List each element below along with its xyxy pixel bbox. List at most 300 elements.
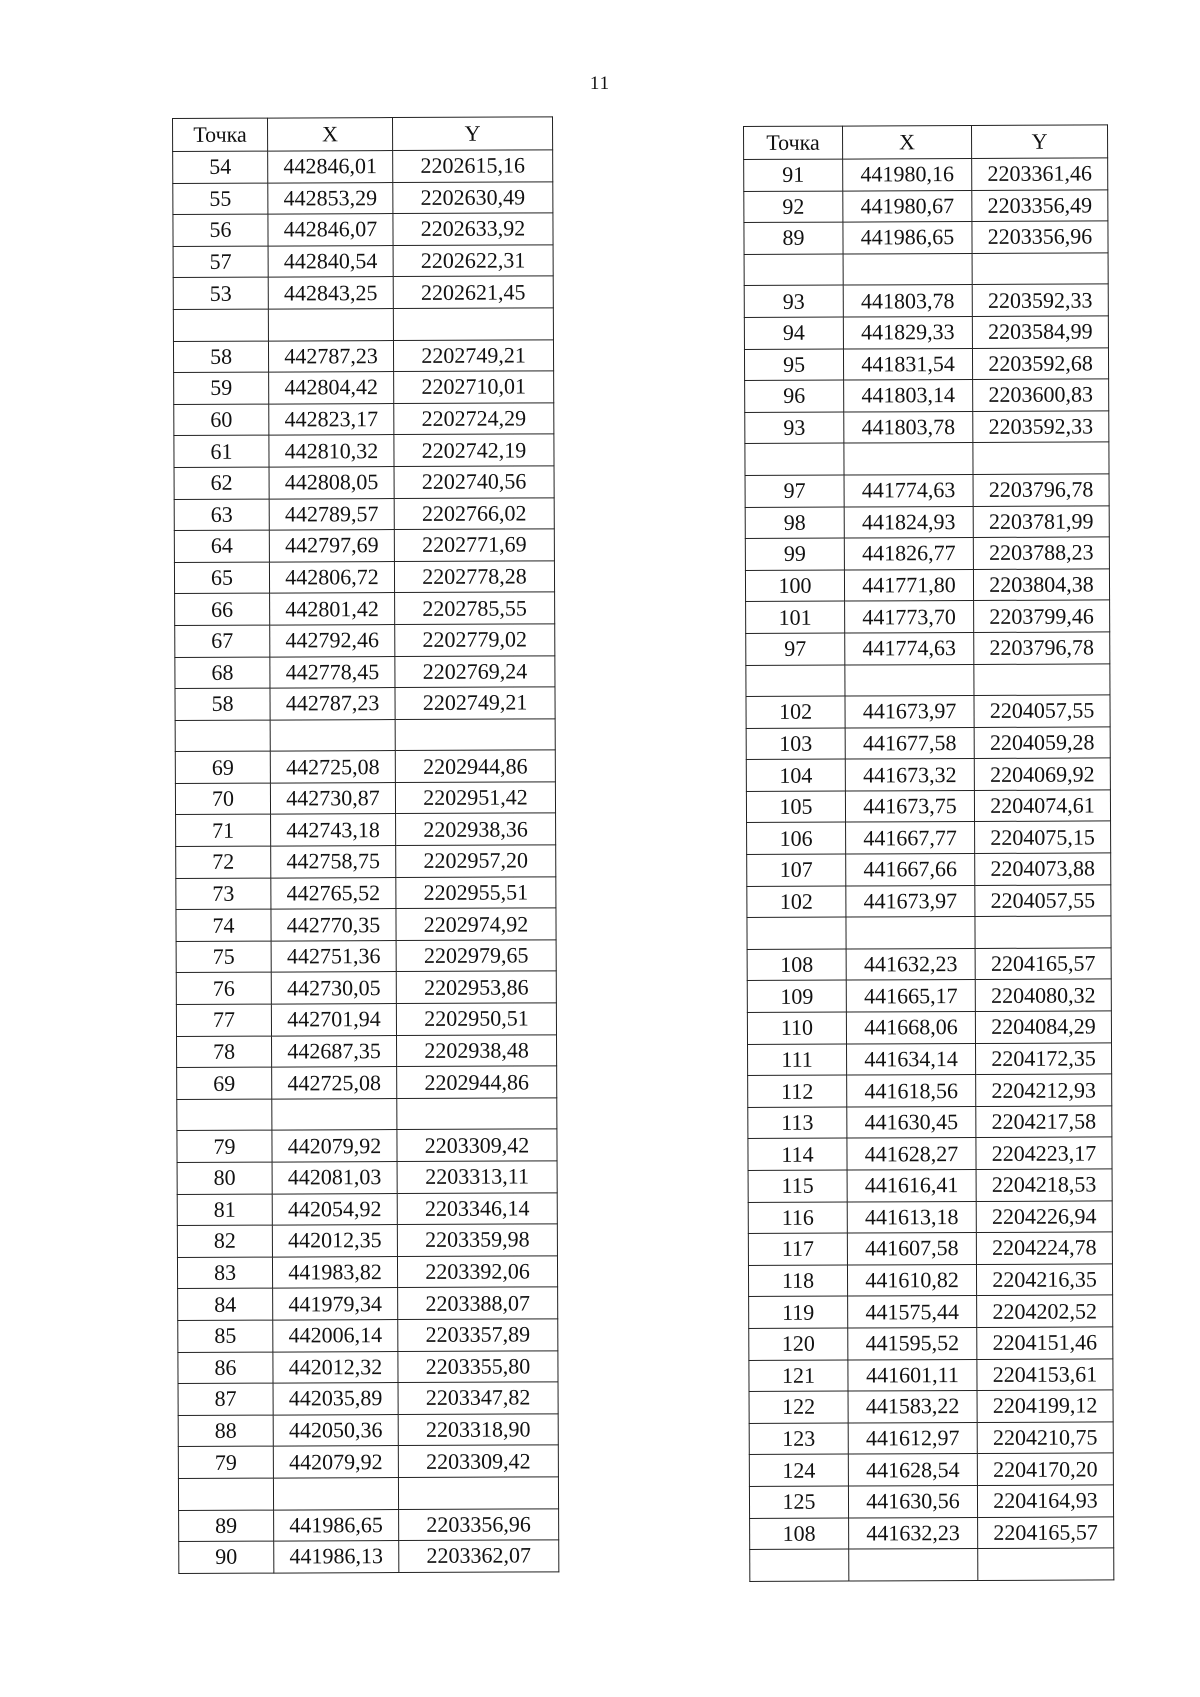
point-cell: 112 xyxy=(748,1075,847,1107)
table-row xyxy=(175,782,555,815)
x-coordinate-cell: 442012,32 xyxy=(273,1351,398,1383)
y-coordinate-cell: 2203584,99 xyxy=(972,316,1108,348)
y-coordinate-cell: 2204075,15 xyxy=(975,821,1111,853)
header-x: X xyxy=(843,126,972,160)
point-cell: 115 xyxy=(748,1170,847,1202)
point-cell: 93 xyxy=(744,285,843,317)
table-row xyxy=(175,719,555,752)
table-row xyxy=(174,497,554,530)
y-coordinate-cell: 2202951,42 xyxy=(395,782,555,814)
y-coordinate-cell: 2203388,07 xyxy=(398,1287,558,1319)
x-coordinate-cell: 441632,23 xyxy=(849,1517,978,1549)
y-coordinate-cell: 2203309,42 xyxy=(398,1445,558,1477)
table-row xyxy=(176,813,556,846)
table-row xyxy=(745,537,1109,570)
y-coordinate-cell: 2203361,46 xyxy=(972,158,1108,190)
point-cell: 102 xyxy=(746,696,845,728)
point-cell: 118 xyxy=(748,1265,847,1297)
point-cell: 107 xyxy=(747,854,846,886)
point-cell xyxy=(750,1549,849,1581)
y-coordinate-cell: 2202622,31 xyxy=(393,245,553,277)
point-cell: 79 xyxy=(178,1446,273,1478)
x-coordinate-cell: 441803,78 xyxy=(843,285,972,317)
y-coordinate-cell: 2203592,33 xyxy=(972,284,1108,316)
y-coordinate-cell: 2202955,51 xyxy=(396,876,556,908)
point-cell: 58 xyxy=(175,688,270,720)
x-coordinate-cell: 441673,75 xyxy=(845,790,974,822)
y-coordinate-cell: 2202771,69 xyxy=(394,529,554,561)
x-coordinate-cell: 442701,94 xyxy=(271,1004,396,1036)
y-coordinate-cell xyxy=(974,663,1110,695)
table-row xyxy=(747,948,1111,981)
x-coordinate-cell: 441824,93 xyxy=(844,506,973,538)
y-coordinate-cell xyxy=(972,253,1108,285)
point-cell: 96 xyxy=(745,380,844,412)
point-cell: 69 xyxy=(177,1067,272,1099)
table-row xyxy=(744,284,1108,317)
point-cell: 74 xyxy=(176,909,271,941)
point-cell: 108 xyxy=(750,1518,849,1550)
x-coordinate-cell: 442840,54 xyxy=(268,245,393,277)
point-cell: 79 xyxy=(177,1130,272,1162)
y-coordinate-cell: 2204202,52 xyxy=(977,1295,1113,1327)
x-coordinate-cell: 441601,11 xyxy=(848,1359,977,1391)
x-coordinate-cell xyxy=(849,1549,978,1581)
header-point: Точка xyxy=(173,118,268,151)
y-coordinate-cell: 2203781,99 xyxy=(973,505,1109,537)
point-cell: 98 xyxy=(745,507,844,539)
table-row xyxy=(747,979,1111,1012)
point-cell: 60 xyxy=(174,404,269,436)
table-row xyxy=(748,1169,1112,1202)
point-cell: 78 xyxy=(177,1036,272,1068)
point-cell: 103 xyxy=(746,728,845,760)
x-coordinate-cell: 441673,32 xyxy=(845,759,974,791)
table-row xyxy=(744,221,1108,254)
table-row xyxy=(176,845,556,878)
point-cell xyxy=(175,720,270,752)
point-cell: 110 xyxy=(747,1012,846,1044)
y-coordinate-cell: 2203356,96 xyxy=(399,1508,559,1540)
y-coordinate-cell: 2202953,86 xyxy=(396,971,556,1003)
point-cell: 75 xyxy=(176,941,271,973)
table-row xyxy=(749,1358,1113,1391)
table-row xyxy=(748,1074,1112,1107)
table-row xyxy=(175,750,555,783)
point-cell: 121 xyxy=(749,1360,848,1392)
y-coordinate-cell: 2203592,33 xyxy=(973,411,1109,443)
table-row xyxy=(746,600,1110,633)
y-coordinate-cell: 2204210,75 xyxy=(977,1422,1113,1454)
point-cell: 57 xyxy=(173,246,268,278)
table-row xyxy=(745,442,1109,475)
point-cell: 91 xyxy=(744,159,843,191)
point-cell xyxy=(747,917,846,949)
y-coordinate-cell: 2203592,68 xyxy=(972,347,1108,379)
point-cell: 61 xyxy=(174,435,269,467)
y-coordinate-cell: 2202621,45 xyxy=(393,276,553,308)
x-coordinate-cell: 442787,23 xyxy=(268,340,393,372)
y-coordinate-cell: 2204057,55 xyxy=(975,885,1111,917)
x-coordinate-cell: 441632,23 xyxy=(846,948,975,980)
x-coordinate-cell: 441771,80 xyxy=(844,569,973,601)
y-coordinate-cell: 2204224,78 xyxy=(976,1232,1112,1264)
y-coordinate-cell: 2202710,01 xyxy=(394,371,554,403)
point-cell: 89 xyxy=(179,1510,274,1542)
x-coordinate-cell: 442751,36 xyxy=(271,940,396,972)
x-coordinate-cell: 441612,97 xyxy=(848,1422,977,1454)
y-coordinate-cell: 2202938,36 xyxy=(396,813,556,845)
x-coordinate-cell: 442846,07 xyxy=(268,214,393,246)
y-coordinate-cell: 2203796,78 xyxy=(974,632,1110,664)
table-row xyxy=(174,561,554,594)
y-coordinate-cell: 2202778,28 xyxy=(394,561,554,593)
table-row xyxy=(176,940,556,973)
y-coordinate-cell xyxy=(395,719,555,751)
point-cell: 59 xyxy=(174,372,269,404)
header-x: X xyxy=(268,118,393,152)
y-coordinate-cell xyxy=(973,442,1109,474)
x-coordinate-cell: 441618,56 xyxy=(847,1075,976,1107)
y-coordinate-cell: 2202950,51 xyxy=(396,1003,556,1035)
point-cell: 105 xyxy=(746,791,845,823)
point-cell: 63 xyxy=(174,499,269,531)
x-coordinate-cell: 442725,08 xyxy=(270,751,395,783)
table-row xyxy=(178,1287,558,1320)
table-row xyxy=(750,1548,1114,1581)
x-coordinate-cell: 441583,22 xyxy=(848,1391,977,1423)
point-cell: 119 xyxy=(749,1296,848,1328)
x-coordinate-cell: 441983,82 xyxy=(272,1256,397,1288)
table-row xyxy=(749,1453,1113,1486)
y-coordinate-cell: 2204074,61 xyxy=(974,790,1110,822)
y-coordinate-cell xyxy=(975,916,1111,948)
y-coordinate-cell: 2204170,20 xyxy=(977,1453,1113,1485)
x-coordinate-cell: 442823,17 xyxy=(269,403,394,435)
x-coordinate-cell: 442792,46 xyxy=(270,624,395,656)
point-cell: 125 xyxy=(749,1486,848,1518)
y-coordinate-cell: 2203799,46 xyxy=(974,600,1110,632)
y-coordinate-cell: 2203309,42 xyxy=(397,1129,557,1161)
point-cell: 69 xyxy=(175,751,270,783)
x-coordinate-cell: 442787,23 xyxy=(270,688,395,720)
point-cell: 62 xyxy=(174,467,269,499)
table-row xyxy=(176,876,556,909)
point-cell: 108 xyxy=(747,949,846,981)
table-row xyxy=(746,632,1110,665)
table-row xyxy=(175,655,555,688)
point-cell: 109 xyxy=(747,980,846,1012)
y-coordinate-cell: 2203788,23 xyxy=(973,537,1109,569)
table-row xyxy=(173,339,553,372)
y-coordinate-cell: 2204218,53 xyxy=(976,1169,1112,1201)
table-row xyxy=(177,1034,557,1067)
table-row xyxy=(177,1129,557,1162)
y-coordinate-cell: 2203318,90 xyxy=(398,1414,558,1446)
x-coordinate-cell: 442079,92 xyxy=(273,1446,398,1478)
y-coordinate-cell: 2202944,86 xyxy=(395,750,555,782)
table-row xyxy=(178,1477,558,1510)
point-cell xyxy=(744,254,843,286)
table-row xyxy=(177,1161,557,1194)
y-coordinate-cell: 2204216,35 xyxy=(976,1264,1112,1296)
table-row xyxy=(179,1540,559,1573)
x-coordinate-cell: 442804,42 xyxy=(269,372,394,404)
point-cell: 73 xyxy=(176,878,271,910)
point-cell: 114 xyxy=(748,1138,847,1170)
table-row xyxy=(747,916,1111,949)
y-coordinate-cell: 2203362,07 xyxy=(399,1540,559,1572)
table-row xyxy=(746,790,1110,823)
header-y: Y xyxy=(393,117,553,151)
point-cell: 72 xyxy=(176,846,271,878)
x-coordinate-cell: 442853,29 xyxy=(268,182,393,214)
point-cell: 67 xyxy=(175,625,270,657)
table-row xyxy=(175,624,555,657)
table-row xyxy=(178,1319,558,1352)
point-cell: 99 xyxy=(745,538,844,570)
table-row xyxy=(745,505,1109,538)
point-cell: 58 xyxy=(173,341,268,373)
point-cell: 55 xyxy=(173,183,268,215)
x-coordinate-cell xyxy=(268,309,393,341)
point-cell: 64 xyxy=(174,530,269,562)
table-row xyxy=(745,569,1109,602)
x-coordinate-cell: 441803,14 xyxy=(844,380,973,412)
y-coordinate-cell: 2204212,93 xyxy=(976,1074,1112,1106)
point-cell: 92 xyxy=(744,191,843,223)
x-coordinate-cell: 442079,92 xyxy=(272,1130,397,1162)
x-coordinate-cell xyxy=(272,1098,397,1130)
point-cell: 68 xyxy=(175,657,270,689)
y-coordinate-cell: 2204223,17 xyxy=(976,1137,1112,1169)
y-coordinate-cell: 2203355,80 xyxy=(398,1350,558,1382)
x-coordinate-cell: 442006,14 xyxy=(273,1319,398,1351)
y-coordinate-cell: 2202633,92 xyxy=(393,213,553,245)
point-cell xyxy=(178,1478,273,1510)
table-row xyxy=(747,821,1111,854)
x-coordinate-cell: 442801,42 xyxy=(270,593,395,625)
point-cell: 122 xyxy=(749,1391,848,1423)
y-coordinate-cell: 2203804,38 xyxy=(973,569,1109,601)
y-coordinate-cell: 2202957,20 xyxy=(396,845,556,877)
point-cell xyxy=(177,1099,272,1131)
table-header-row xyxy=(744,125,1108,160)
table-row xyxy=(746,727,1110,760)
x-coordinate-cell: 441774,63 xyxy=(845,632,974,664)
x-coordinate-cell: 442050,36 xyxy=(273,1414,398,1446)
point-cell: 111 xyxy=(748,1044,847,1076)
x-coordinate-cell: 441667,77 xyxy=(846,822,975,854)
x-coordinate-cell: 442687,35 xyxy=(272,1035,397,1067)
y-coordinate-cell: 2202742,19 xyxy=(394,434,554,466)
y-coordinate-cell xyxy=(397,1098,557,1130)
y-coordinate-cell: 2202749,21 xyxy=(393,339,553,371)
x-coordinate-cell xyxy=(843,253,972,285)
x-coordinate-cell: 442789,57 xyxy=(269,498,394,530)
table-row xyxy=(744,158,1108,191)
point-cell: 85 xyxy=(178,1320,273,1352)
table-row xyxy=(174,466,554,499)
point-cell: 123 xyxy=(749,1423,848,1455)
point-cell: 113 xyxy=(748,1107,847,1139)
point-cell: 56 xyxy=(173,214,268,246)
y-coordinate-cell: 2204084,29 xyxy=(975,1011,1111,1043)
y-coordinate-cell xyxy=(978,1548,1114,1580)
table-row xyxy=(750,1516,1114,1549)
point-cell: 90 xyxy=(179,1541,274,1573)
table-row xyxy=(749,1422,1113,1455)
table-row xyxy=(178,1445,558,1478)
x-coordinate-cell: 442778,45 xyxy=(270,656,395,688)
y-coordinate-cell: 2204165,57 xyxy=(978,1516,1114,1548)
x-coordinate-cell xyxy=(844,443,973,475)
x-coordinate-cell: 441774,63 xyxy=(844,474,973,506)
x-coordinate-cell xyxy=(270,719,395,751)
y-coordinate-cell: 2202944,86 xyxy=(397,1066,557,1098)
page-number: 11 xyxy=(589,73,611,94)
x-coordinate-cell: 441980,67 xyxy=(843,190,972,222)
table-row xyxy=(745,379,1109,412)
x-coordinate-cell: 442035,89 xyxy=(273,1383,398,1415)
y-coordinate-cell: 2203347,82 xyxy=(398,1382,558,1414)
table-row xyxy=(177,1066,557,1099)
table-row xyxy=(173,181,553,214)
y-coordinate-cell xyxy=(398,1477,558,1509)
point-cell: 97 xyxy=(745,475,844,507)
table-row xyxy=(748,1106,1112,1139)
table-row xyxy=(173,213,553,246)
table-row xyxy=(744,253,1108,286)
y-coordinate-cell: 2204172,35 xyxy=(976,1043,1112,1075)
y-coordinate-cell: 2204164,93 xyxy=(977,1485,1113,1517)
y-coordinate-cell: 2204151,46 xyxy=(977,1327,1113,1359)
y-coordinate-cell: 2202630,49 xyxy=(393,181,553,213)
table-row xyxy=(748,1200,1112,1233)
table-row xyxy=(746,695,1110,728)
x-coordinate-cell: 441613,18 xyxy=(847,1201,976,1233)
x-coordinate-cell: 442846,01 xyxy=(268,151,393,183)
table-row xyxy=(744,190,1108,223)
point-cell xyxy=(173,309,268,341)
point-cell: 71 xyxy=(176,815,271,847)
point-cell: 100 xyxy=(745,570,844,602)
x-coordinate-cell xyxy=(846,917,975,949)
table-row xyxy=(748,1043,1112,1076)
point-cell: 65 xyxy=(174,562,269,594)
table-row xyxy=(749,1390,1113,1423)
table-row xyxy=(745,474,1109,507)
point-cell: 120 xyxy=(749,1328,848,1360)
x-coordinate-cell: 442758,75 xyxy=(271,846,396,878)
table-row xyxy=(744,316,1108,349)
x-coordinate-cell: 441667,66 xyxy=(846,854,975,886)
x-coordinate-cell: 441628,27 xyxy=(847,1138,976,1170)
x-coordinate-cell: 441803,78 xyxy=(844,411,973,443)
point-cell: 83 xyxy=(177,1257,272,1289)
x-coordinate-cell: 441986,65 xyxy=(843,222,972,254)
point-cell: 104 xyxy=(746,759,845,791)
point-cell: 86 xyxy=(178,1352,273,1384)
table-row xyxy=(175,687,555,720)
y-coordinate-cell: 2202749,21 xyxy=(395,687,555,719)
point-cell: 84 xyxy=(178,1288,273,1320)
table-row xyxy=(747,853,1111,886)
y-coordinate-cell: 2203356,96 xyxy=(972,221,1108,253)
table-row xyxy=(747,1011,1111,1044)
point-cell: 80 xyxy=(177,1162,272,1194)
x-coordinate-cell: 441575,44 xyxy=(848,1296,977,1328)
x-coordinate-cell: 441673,97 xyxy=(846,885,975,917)
table-row xyxy=(176,1003,556,1036)
table-row xyxy=(746,663,1110,696)
x-coordinate-cell: 441826,77 xyxy=(844,538,973,570)
table-row xyxy=(174,529,554,562)
point-cell: 77 xyxy=(176,1004,271,1036)
y-coordinate-cell: 2202740,56 xyxy=(394,466,554,498)
point-cell: 97 xyxy=(746,633,845,665)
table-row xyxy=(747,885,1111,918)
y-coordinate-cell: 2202785,55 xyxy=(395,592,555,624)
y-coordinate-cell: 2204057,55 xyxy=(974,695,1110,727)
x-coordinate-cell: 441634,14 xyxy=(847,1043,976,1075)
y-coordinate-cell: 2203359,98 xyxy=(397,1224,557,1256)
point-cell: 124 xyxy=(749,1454,848,1486)
x-coordinate-cell: 442843,25 xyxy=(268,277,393,309)
table-row xyxy=(174,403,554,436)
x-coordinate-cell xyxy=(845,664,974,696)
y-coordinate-cell: 2204199,12 xyxy=(977,1390,1113,1422)
table-row xyxy=(174,434,554,467)
x-coordinate-cell: 441831,54 xyxy=(843,348,972,380)
y-coordinate-cell: 2203313,11 xyxy=(397,1161,557,1193)
x-coordinate-cell: 442810,32 xyxy=(269,435,394,467)
y-coordinate-cell: 2202766,02 xyxy=(394,497,554,529)
x-coordinate-cell: 442770,35 xyxy=(271,909,396,941)
x-coordinate-cell: 441607,58 xyxy=(847,1233,976,1265)
y-coordinate-cell: 2204217,58 xyxy=(976,1106,1112,1138)
x-coordinate-cell: 441980,16 xyxy=(843,159,972,191)
y-coordinate-cell: 2203346,14 xyxy=(397,1192,557,1224)
y-coordinate-cell: 2202974,92 xyxy=(396,908,556,940)
point-cell: 70 xyxy=(175,783,270,815)
x-coordinate-cell: 441630,56 xyxy=(848,1485,977,1517)
x-coordinate-cell: 441628,54 xyxy=(848,1454,977,1486)
point-cell: 76 xyxy=(176,973,271,1005)
y-coordinate-cell: 2204226,94 xyxy=(976,1200,1112,1232)
table-header-row xyxy=(173,117,553,152)
x-coordinate-cell: 441610,82 xyxy=(847,1264,976,1296)
table-row xyxy=(173,150,553,183)
y-coordinate-cell: 2204165,57 xyxy=(975,948,1111,980)
x-coordinate-cell: 442743,18 xyxy=(271,814,396,846)
table-row xyxy=(748,1137,1112,1170)
header-point: Точка xyxy=(744,126,843,159)
table-row xyxy=(174,371,554,404)
point-cell: 106 xyxy=(747,823,846,855)
table-row xyxy=(748,1232,1112,1265)
point-cell: 101 xyxy=(746,601,845,633)
table-row xyxy=(749,1485,1113,1518)
y-coordinate-cell: 2204073,88 xyxy=(975,853,1111,885)
x-coordinate-cell: 441595,52 xyxy=(848,1327,977,1359)
table-row xyxy=(745,411,1109,444)
table-row xyxy=(177,1192,557,1225)
table-row xyxy=(178,1382,558,1415)
point-cell: 81 xyxy=(177,1194,272,1226)
x-coordinate-cell: 441986,65 xyxy=(274,1509,399,1541)
x-coordinate-cell: 442797,69 xyxy=(269,530,394,562)
